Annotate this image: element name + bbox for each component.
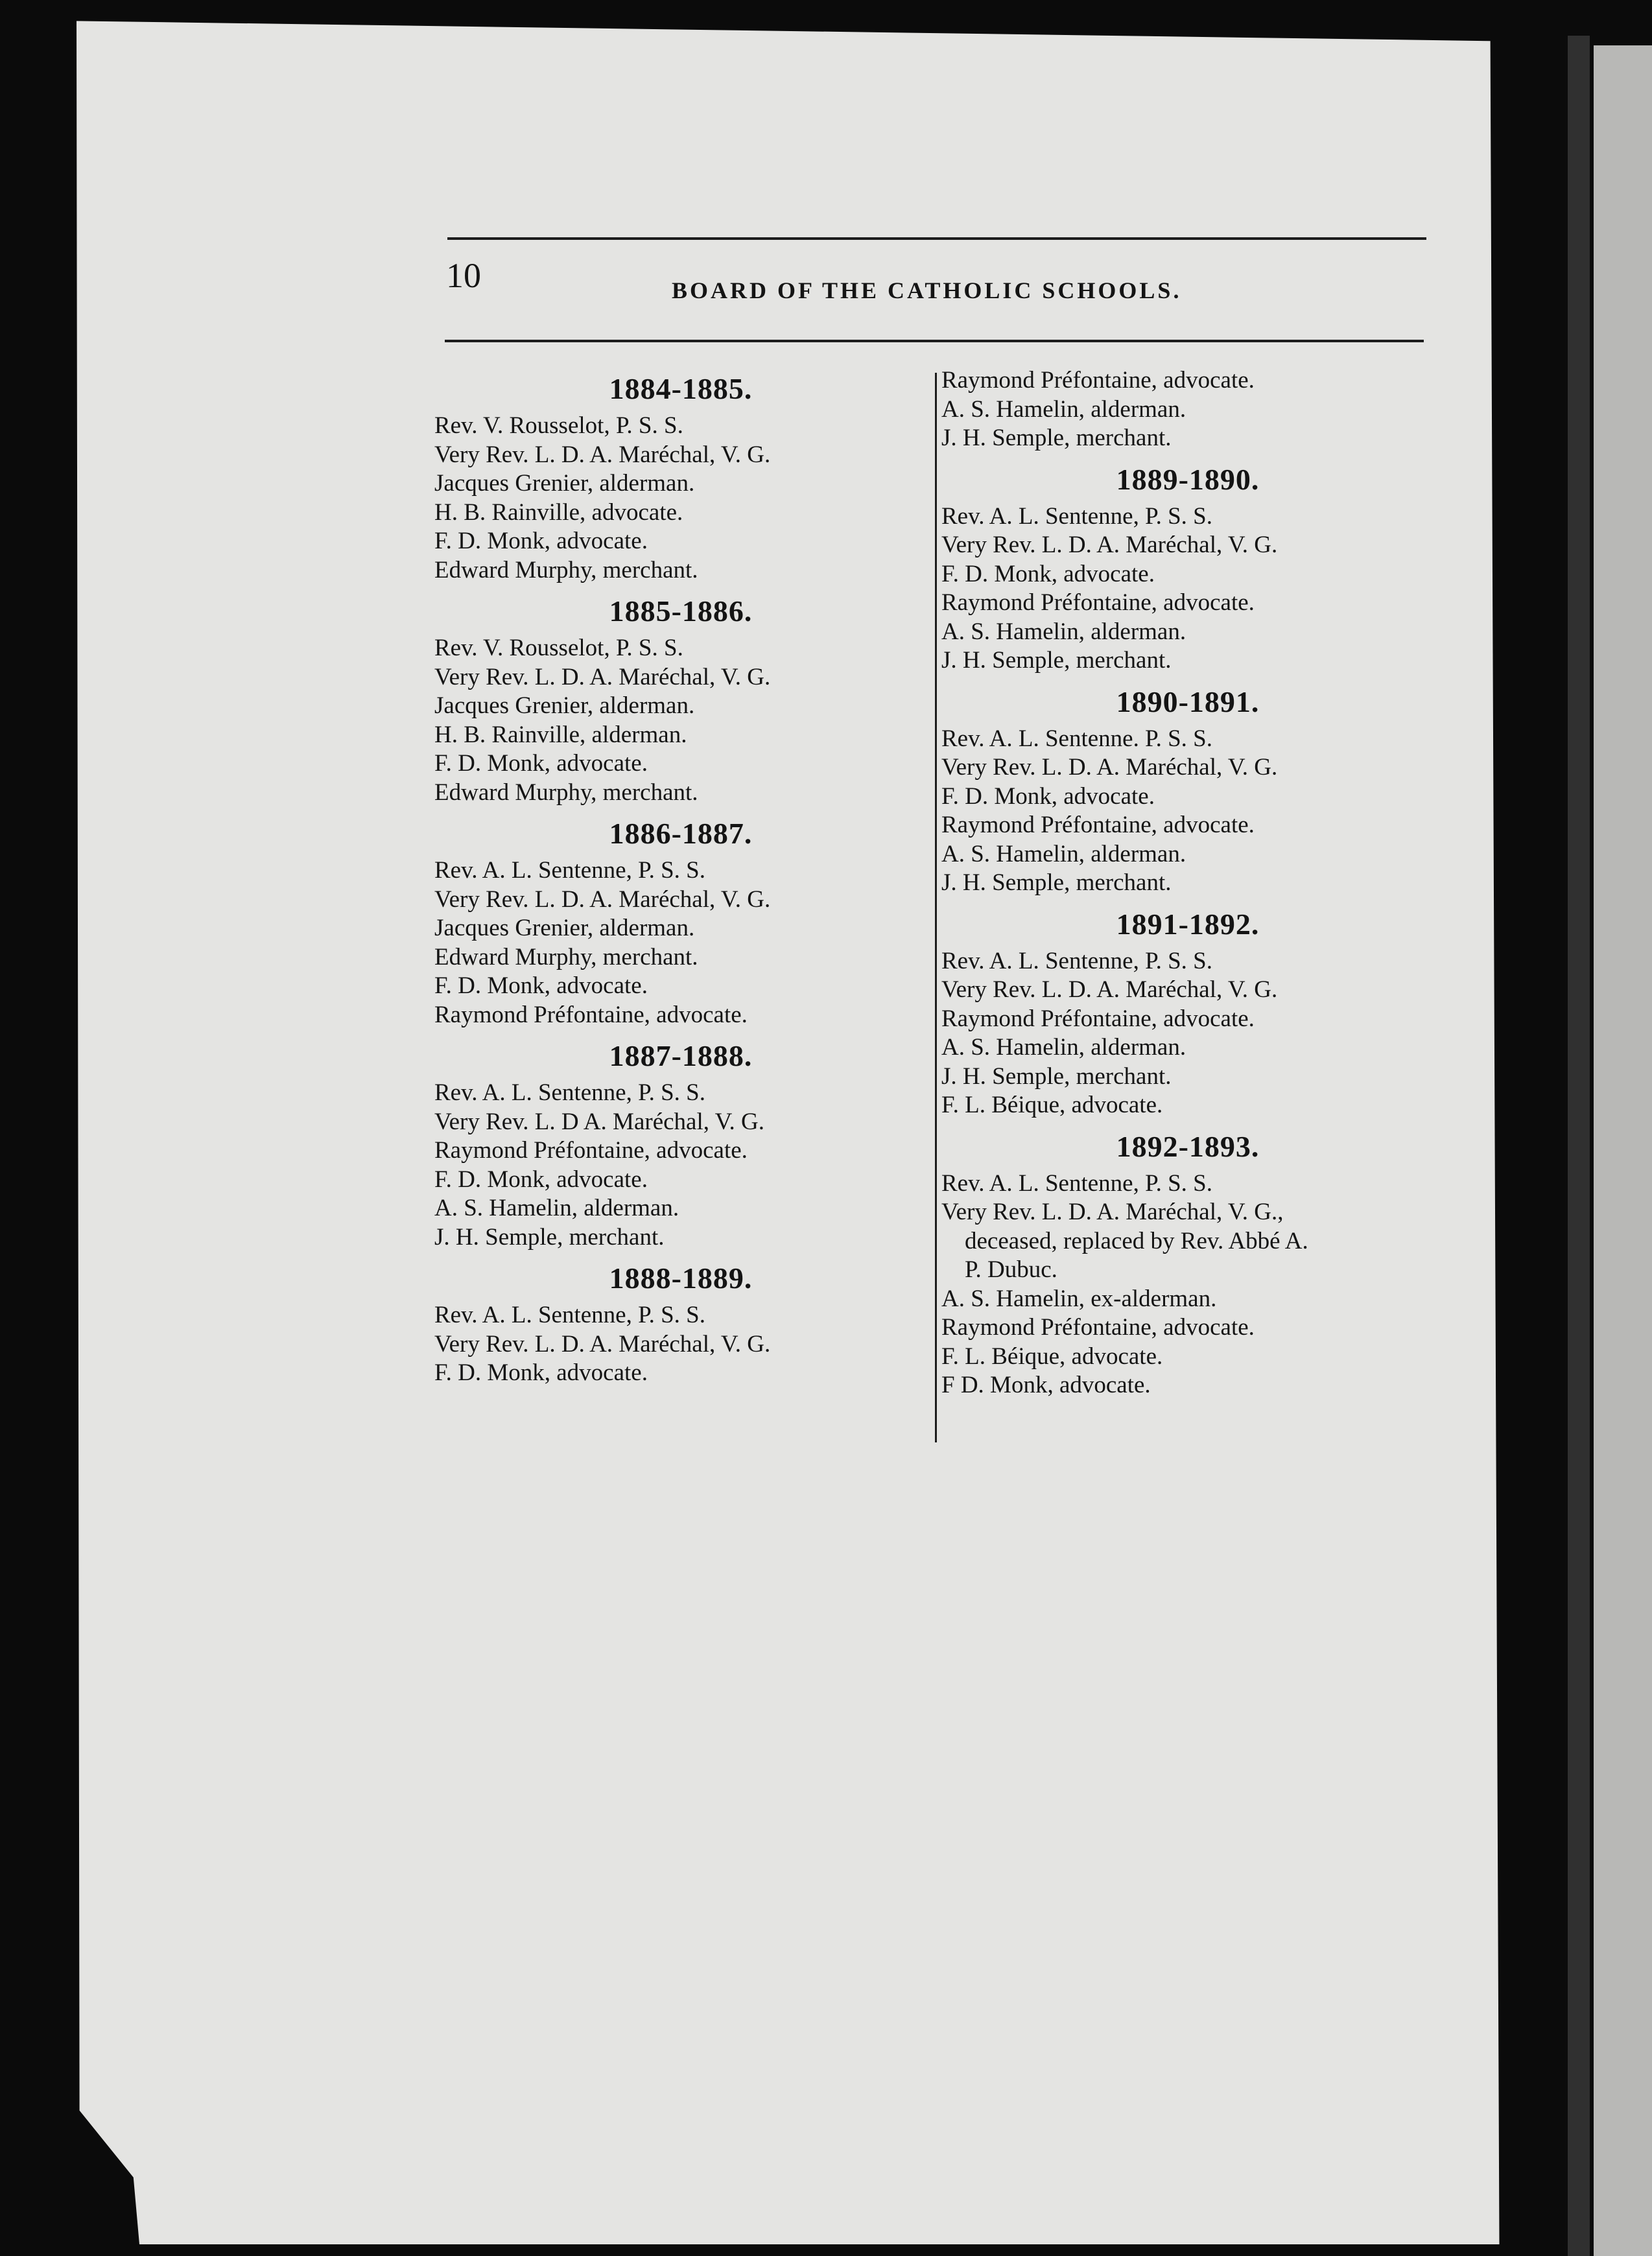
member-entry: Very Rev. L. D A. Maréchal, V. G. <box>434 1108 765 1135</box>
member-entry: F. D. Monk, advocate. <box>434 750 648 777</box>
member-entry: Jacques Grenier, alderman. <box>434 692 695 719</box>
member-entry: Rev. A. L. Sentenne, P. S. S. <box>434 1302 705 1328</box>
member-entry: H. B. Rainville, advocate. <box>434 499 683 526</box>
member-entry: F. D. Monk, advocate. <box>434 1359 648 1386</box>
member-entry: Edward Murphy, merchant. <box>434 779 698 806</box>
member-entry: Raymond Préfontaine, advocate. <box>941 812 1255 838</box>
year-heading: 1892-1893. <box>1116 1129 1260 1163</box>
page-number: 10 <box>446 256 481 295</box>
left-column <box>434 366 927 1388</box>
year-section <box>434 589 927 807</box>
member-entry: A. S. Hamelin, ex-alderman. <box>941 1285 1217 1312</box>
year-section <box>434 366 927 585</box>
member-entry: Raymond Préfontaine, advocate. <box>941 1005 1255 1032</box>
facing-page-edge <box>1594 45 1652 2256</box>
member-entry: F. D. Monk, advocate. <box>434 972 648 999</box>
member-entry: F. L. Béique, advocate. <box>941 1343 1163 1370</box>
member-entry: Rev. A. L. Sentenne. P. S. S. <box>941 725 1212 752</box>
member-entry: Very Rev. L. D. A. Maréchal, V. G. <box>941 754 1278 781</box>
member-entry: Rev. V. Rousselot, P. S. S. <box>434 635 683 661</box>
year-heading: 1889-1890. <box>1116 462 1260 496</box>
member-entry: A. S. Hamelin, alderman. <box>941 618 1186 645</box>
year-section <box>941 1124 1434 1400</box>
member-entry: F. L. Béique, advocate. <box>941 1092 1163 1118</box>
member-entry: F. D. Monk, advocate. <box>941 560 1155 587</box>
member-entry: Raymond Préfontaine, advocate. <box>941 589 1255 616</box>
member-entry: Rev. A. L. Sentenne, P. S. S. <box>941 502 1212 530</box>
member-entry: J. H. Semple, merchant. <box>941 1063 1172 1090</box>
member-entry: J. H. Semple, merchant. <box>434 1223 665 1251</box>
year-section <box>941 457 1434 676</box>
member-entry: H. B. Rainville, alderman. <box>434 721 687 748</box>
page-binding-shadow <box>1568 36 1590 2256</box>
year-heading: 1885-1886. <box>609 594 753 628</box>
member-entry: Edward Murphy, merchant. <box>434 556 698 583</box>
year-heading: 1891-1892. <box>1116 907 1260 941</box>
year-section <box>941 679 1434 898</box>
member-entry: F. D. Monk, advocate. <box>941 782 1155 810</box>
member-entry: Rev. A. L. Sentenne, P. S. S. <box>434 1079 705 1106</box>
member-entry: Rev. A. L. Sentenne, P. S. S. <box>434 857 705 884</box>
member-entry: J. H. Semple, merchant. <box>941 425 1172 451</box>
member-entry: F. D. Monk, advocate. <box>434 1166 648 1193</box>
right-column <box>941 366 1434 1400</box>
member-entry: Jacques Grenier, alderman. <box>434 470 695 497</box>
year-heading: 1884-1885. <box>609 372 753 405</box>
member-entry: Raymond Préfontaine, advocate. <box>941 1314 1255 1341</box>
member-entry: J. H. Semple, merchant. <box>941 869 1172 896</box>
member-entry: Rev. V. Rousselot, P. S. S. <box>434 412 683 439</box>
member-entry: Jacques Grenier, alderman. <box>434 915 695 941</box>
member-entry-continuation: P. Dubuc. <box>965 1256 1057 1283</box>
member-entry: Raymond Préfontaine, advocate. <box>941 367 1255 394</box>
member-entry: Raymond Préfontaine, advocate. <box>434 1001 748 1028</box>
member-entry-continuation: deceased, replaced by Rev. Abbé A. <box>965 1227 1308 1254</box>
running-title: BOARD OF THE CATHOLIC SCHOOLS. <box>672 277 1182 303</box>
year-heading: 1886-1887. <box>609 817 753 850</box>
member-entry: F. D. Monk, advocate. <box>434 528 648 554</box>
member-entry: Very Rev. L. D. A. Maréchal, V. G. <box>434 441 771 468</box>
member-entry: A. S. Hamelin, alderman. <box>434 1195 679 1221</box>
member-entry: A. S. Hamelin, alderman. <box>941 840 1186 867</box>
year-section <box>941 902 1434 1120</box>
continued-section <box>941 366 1434 453</box>
member-entry: Edward Murphy, merchant. <box>434 943 698 970</box>
year-heading: 1890-1891. <box>1116 685 1260 718</box>
member-entry: Very Rev. L. D. A. Maréchal, V. G. <box>434 1330 771 1357</box>
year-section <box>434 811 927 1029</box>
member-entry: Very Rev. L. D. A. Maréchal, V. G. <box>941 532 1278 558</box>
top-rule <box>447 237 1426 240</box>
member-entry: Very Rev. L. D. A. Maréchal, V. G., <box>941 1199 1284 1225</box>
year-section <box>434 1256 927 1388</box>
member-entry: Raymond Préfontaine, advocate. <box>434 1137 748 1164</box>
column-divider <box>935 373 937 1442</box>
year-section <box>434 1033 927 1252</box>
member-entry: F D. Monk, advocate. <box>941 1372 1151 1398</box>
member-entry: A. S. Hamelin, alderman. <box>941 395 1186 423</box>
year-heading: 1888-1889. <box>609 1262 753 1295</box>
year-heading: 1887-1888. <box>609 1039 753 1072</box>
member-entry: Very Rev. L. D. A. Maréchal, V. G. <box>434 663 771 690</box>
member-entry: Rev. A. L. Sentenne, P. S. S. <box>941 947 1212 974</box>
member-entry: Very Rev. L. D. A. Maréchal, V. G. <box>434 886 771 913</box>
member-entry: Very Rev. L. D. A. Maréchal, V. G. <box>941 976 1278 1003</box>
member-entry: J. H. Semple, merchant. <box>941 647 1172 674</box>
member-entry: Rev. A. L. Sentenne, P. S. S. <box>941 1169 1212 1197</box>
header-rule <box>445 340 1424 342</box>
member-entry: A. S. Hamelin, alderman. <box>941 1034 1186 1061</box>
